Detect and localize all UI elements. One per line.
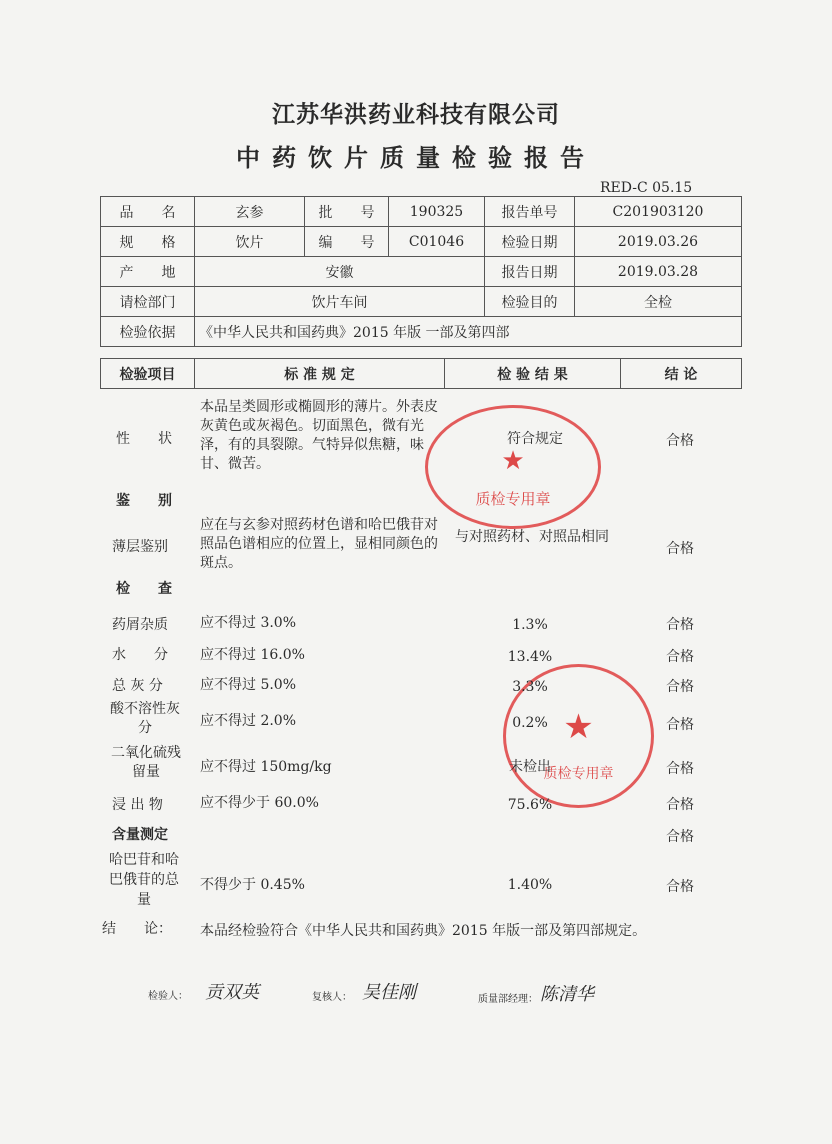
standard-character: 本品呈类圆形或椭圆形的薄片。外表皮灰黄色或灰褐色。切面黑色，微有光泽，有的具裂隙。气特异似焦糖，味甘、微苦。 [200, 399, 438, 472]
final-text: 本品经检验符合《中华人民共和国药典》2015 年版一部及第四部规定。 [200, 923, 647, 939]
conclusion-character: 合格 [666, 433, 694, 449]
standard-acid-ash: 应不得过 2.0% [200, 713, 297, 729]
column-header-table [100, 358, 742, 389]
stamp1-label: 质检专用章 [475, 490, 551, 508]
item-so2: 二氧化硫残留量 [111, 745, 181, 780]
reviewer-label: 复核人： [312, 992, 352, 1003]
product-name-label: 品 名 [101, 197, 195, 227]
qa-signature: 陈清华 [540, 984, 594, 1005]
conclusion-harpagoside: 合格 [666, 879, 694, 895]
batch-number: 190325 [389, 197, 485, 227]
item-acid-ash: 酸不溶性灰分 [110, 701, 180, 736]
dept-label: 请检部门 [101, 287, 195, 317]
standard-harpagoside: 不得少于 0.45% [200, 877, 305, 893]
report-number: C201903120 [575, 197, 742, 227]
col-result: 检 验 结 果 [445, 359, 621, 389]
col-standard: 标 准 规 定 [195, 359, 445, 389]
result-ash: 3.3% [512, 679, 548, 695]
star-icon: ★ [563, 707, 594, 747]
item-identification: 鉴 别 [116, 493, 172, 509]
conclusion-water: 合格 [666, 649, 694, 665]
stamp2-label: 质检专用章 [543, 766, 614, 782]
spec-value: 饮片 [195, 227, 305, 257]
result-debris: 1.3% [512, 617, 548, 633]
result-so2: 未检出 [509, 759, 551, 775]
basis-value: 《中华人民共和国药典》2015 年版 一部及第四部 [195, 317, 742, 347]
conclusion-extract: 合格 [666, 797, 694, 813]
result-harpagoside: 1.40% [507, 877, 553, 893]
result-extract: 75.6% [507, 797, 553, 813]
inspector-label: 检验人： [148, 991, 188, 1002]
origin-label: 产 地 [101, 257, 195, 287]
header-table [100, 196, 742, 347]
item-character: 性 状 [116, 431, 172, 447]
report-title: 中药饮片质量检验报告 [236, 144, 596, 172]
standard-water: 应不得过 16.0% [200, 647, 305, 663]
inspector-signature: 贡双英 [205, 982, 259, 1003]
batch-label: 批 号 [305, 197, 389, 227]
conclusion-assay: 合格 [666, 829, 694, 845]
report-no-label: 报告单号 [485, 197, 575, 227]
item-tlc: 薄层鉴别 [112, 539, 168, 555]
company-name: 江苏华洪药业科技有限公司 [272, 102, 560, 128]
purpose-label: 检验目的 [485, 287, 575, 317]
item-extract: 浸 出 物 [112, 797, 163, 813]
standard-tlc: 应在与玄参对照药材色谱和哈巴俄苷对照品色谱相应的位置上，显相同颜色的斑点。 [200, 517, 438, 571]
conclusion-tlc: 合格 [666, 541, 694, 557]
result-character: 符合规定 [507, 431, 563, 447]
standard-ash: 应不得过 5.0% [200, 677, 297, 693]
form-code: RED-C 05.15 [600, 180, 693, 196]
final-label: 结 论： [102, 921, 172, 937]
col-item: 检验项目 [101, 359, 195, 389]
test-date-label: 检验日期 [485, 227, 575, 257]
item-water: 水 分 [112, 647, 168, 663]
basis-label: 检验依据 [101, 317, 195, 347]
conclusion-debris: 合格 [666, 617, 694, 633]
conclusion-ash: 合格 [666, 679, 694, 695]
item-assay: 含量测定 [112, 827, 168, 843]
reviewer-signature: 吴佳刚 [362, 982, 416, 1003]
dept-value: 饮片车间 [195, 287, 485, 317]
qa-label: 质量部经理： [478, 994, 538, 1005]
quality-stamp-1 [425, 405, 601, 529]
item-ash: 总 灰 分 [112, 678, 163, 694]
item-debris: 药屑杂质 [112, 617, 168, 633]
item-harpagoside: 哈巴苷和哈巴俄苷的总量 [109, 852, 179, 908]
standard-extract: 应不得少于 60.0% [200, 795, 319, 811]
spec-label: 规 格 [101, 227, 195, 257]
standard-debris: 应不得过 3.0% [200, 615, 297, 631]
item-inspection: 检 查 [116, 581, 172, 597]
report-date-label: 报告日期 [485, 257, 575, 287]
code-value: C01046 [389, 227, 485, 257]
standard-so2: 应不得过 150mg/kg [200, 759, 332, 775]
report-date: 2019.03.28 [575, 257, 742, 287]
purpose-value: 全检 [575, 287, 742, 317]
origin-value: 安徽 [195, 257, 485, 287]
result-acid-ash: 0.2% [512, 715, 548, 731]
result-water: 13.4% [507, 649, 553, 665]
conclusion-so2: 合格 [666, 761, 694, 777]
conclusion-acid-ash: 合格 [666, 717, 694, 733]
col-conclusion: 结 论 [621, 359, 742, 389]
result-tlc: 与对照药材、对照品相同 [455, 529, 609, 545]
product-name: 玄参 [195, 197, 305, 227]
test-date: 2019.03.26 [575, 227, 742, 257]
star-icon: ★ [501, 446, 525, 476]
code-label: 编 号 [305, 227, 389, 257]
